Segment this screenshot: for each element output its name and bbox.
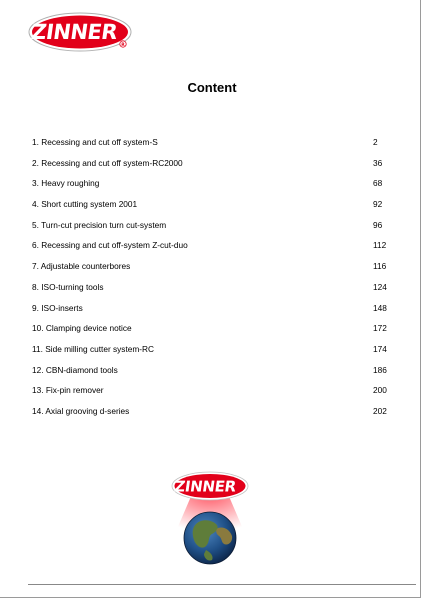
toc-label: 12. CBN-diamond tools — [32, 364, 118, 375]
toc-label: 6. Recessing and cut off-system Z-cut-duo — [32, 240, 188, 251]
toc-row — [32, 343, 392, 364]
toc-label: 5. Turn-cut precision turn cut-system — [32, 219, 167, 230]
toc-page-number: 92 — [373, 199, 383, 210]
toc-label: 4. Short cutting system 2001 — [32, 199, 138, 210]
toc-page-number: 202 — [373, 405, 387, 416]
page-title: Content — [187, 80, 237, 95]
toc-page-number: 68 — [373, 178, 383, 189]
toc-label: 9. ISO-inserts — [32, 302, 83, 313]
toc-row — [32, 281, 392, 302]
toc-row — [32, 198, 392, 219]
toc-label: 7. Adjustable counterbores — [32, 261, 131, 272]
toc-row — [32, 219, 392, 240]
registered-mark: R — [121, 43, 125, 48]
toc-row — [32, 239, 392, 260]
toc-page-number: 112 — [373, 240, 387, 251]
toc-label: 3. Heavy roughing — [32, 178, 100, 189]
toc-page-number: 2 — [373, 137, 378, 147]
toc-label: 8. ISO-turning tools — [32, 281, 104, 292]
toc-page-number: 174 — [373, 343, 387, 354]
table-of-contents — [32, 136, 392, 426]
toc-page-number: 172 — [373, 323, 387, 334]
toc-page-number: 96 — [373, 219, 383, 230]
toc-page-number: 200 — [373, 385, 387, 396]
toc-row — [32, 177, 392, 198]
toc-page-number: 148 — [373, 302, 387, 313]
toc-label: 13. Fix-pin remover — [32, 385, 104, 396]
toc-row — [32, 302, 392, 323]
toc-row — [32, 364, 392, 385]
zinner-logo-graphic — [28, 12, 132, 52]
toc-label: 1. Recessing and cut off system-S — [32, 137, 158, 147]
toc-row — [32, 322, 392, 343]
toc-label: 11. Side milling cutter system-RC — [32, 343, 155, 354]
toc-row — [32, 405, 392, 426]
zinner-globe-emblem — [166, 466, 254, 566]
toc-label: 10. Clamping device notice — [32, 323, 132, 334]
emblem-wordmark: ZINNER — [173, 477, 238, 496]
toc-page-number: 186 — [373, 364, 387, 375]
toc-page-number: 116 — [373, 261, 387, 272]
toc-row — [32, 260, 392, 281]
toc-page-number: 124 — [373, 281, 387, 292]
toc-row — [32, 136, 392, 157]
toc-label: 2. Recessing and cut off system-RC2000 — [32, 157, 183, 168]
zinner-logo — [28, 12, 132, 52]
globe-icon — [166, 466, 254, 566]
toc-row — [32, 157, 392, 178]
logo-wordmark: ZINNER — [29, 19, 119, 44]
toc-row — [32, 384, 392, 405]
toc-label: 14. Axial grooving d-series — [32, 405, 130, 416]
toc-page-number: 36 — [373, 157, 383, 168]
footer-divider — [28, 584, 416, 585]
